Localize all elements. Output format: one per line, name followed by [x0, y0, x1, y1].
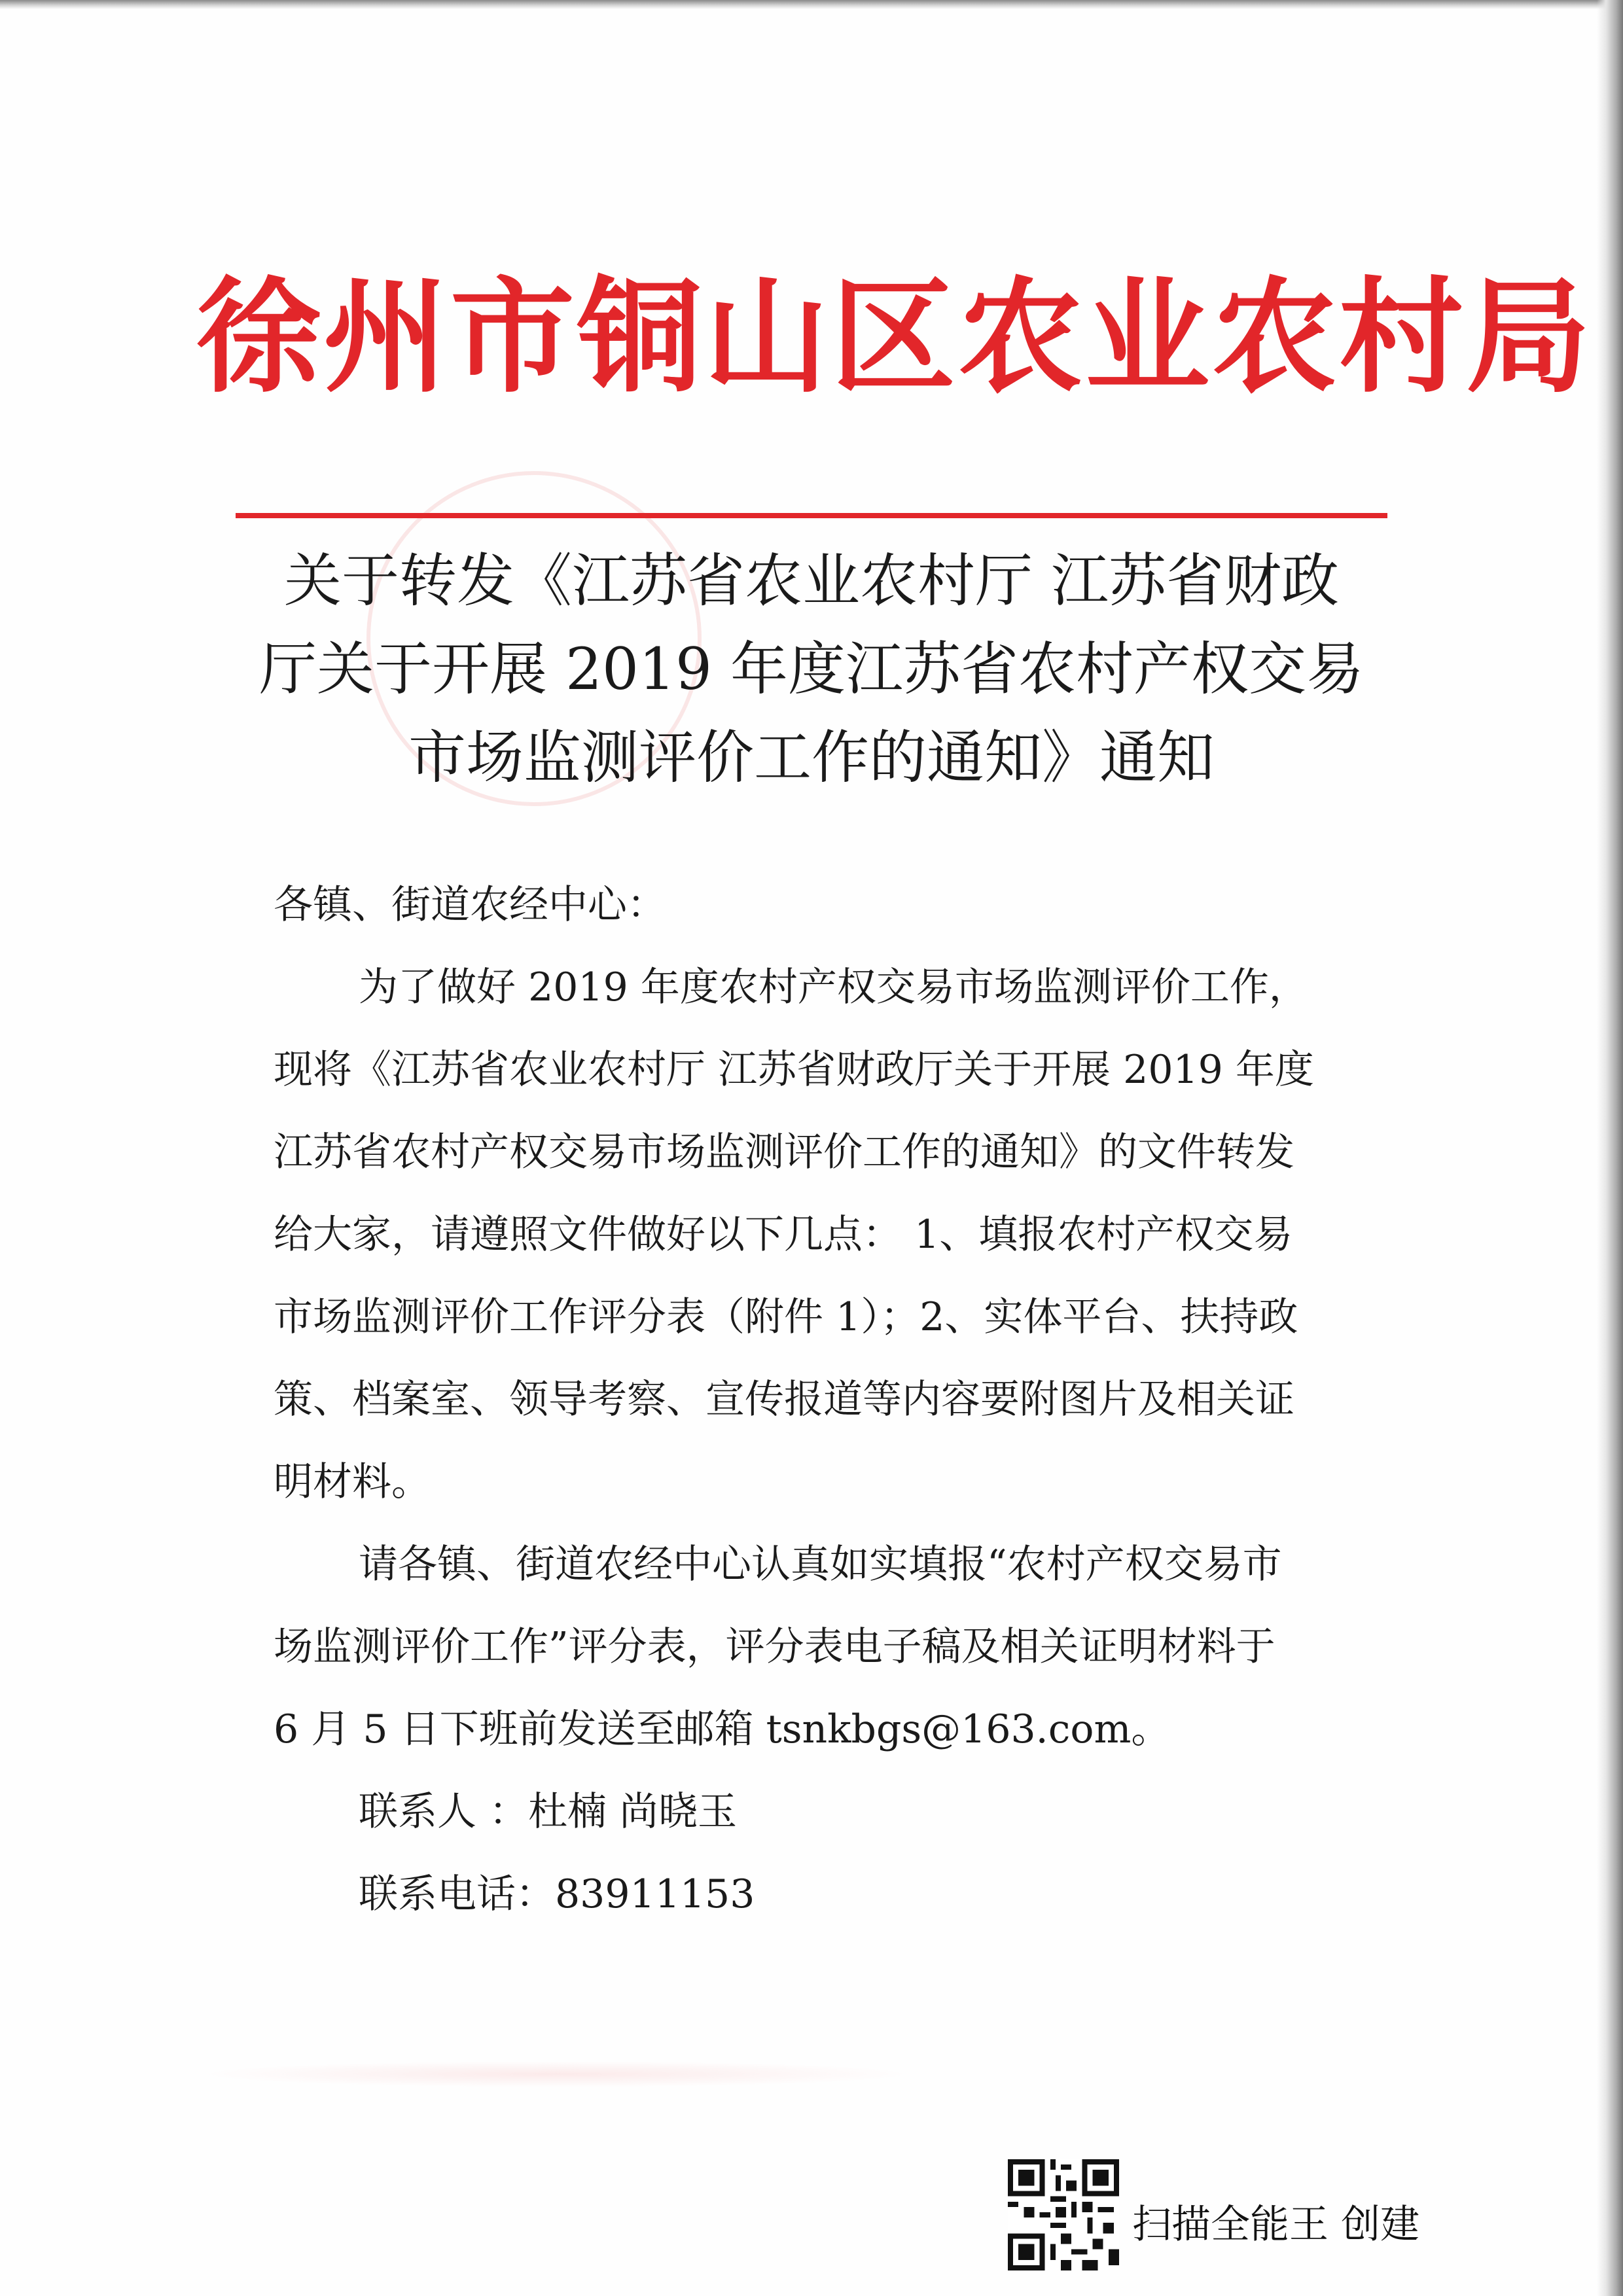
title-line: 厅关于开展 2019 年度江苏省农村产权交易 — [259, 635, 1364, 703]
letterhead-red-rule — [236, 513, 1387, 518]
body-line: 为了做好 2019 年度农村产权交易市场监测评价工作， — [359, 964, 1308, 1010]
document-title — [249, 537, 1374, 802]
salutation: 各镇、街道农经中心： — [274, 882, 666, 928]
contact-person: 联系人 ：杜楠 尚晓玉 — [359, 1789, 738, 1835]
body-line: 江苏省农村产权交易市场监测评价工作的通知》的文件转发 — [274, 1129, 1294, 1175]
body-line: 6 月 5 日下班前发送至邮箱 tsnkbgs@163.com。 — [274, 1706, 1171, 1752]
body-line: 现将《江苏省农业农村厅 江苏省财政厅关于开展 2019 年度 — [274, 1047, 1314, 1093]
contact-phone: 联系电话：83911153 — [359, 1871, 755, 1917]
qr-code-icon — [1008, 2159, 1119, 2270]
scanner-watermark-label: 扫描全能王 创建 — [1132, 2202, 1420, 2248]
title-line: 市场监测评价工作的通知》通知 — [408, 724, 1215, 791]
scan-edge-right — [1597, 0, 1623, 2296]
title-line: 关于转发《江苏省农业农村厅 江苏省财政 — [284, 547, 1339, 614]
body-line: 场监测评价工作”评分表，评分表电子稿及相关证明材料于 — [274, 1624, 1275, 1670]
scan-edge-top — [0, 0, 1623, 9]
body-line: 给大家，请遵照文件做好以下几点： 1、填报农村产权交易 — [274, 1212, 1293, 1258]
document-body — [274, 864, 1347, 1935]
body-line: 请各镇、街道农经中心认真如实填报“农村产权交易市 — [359, 1542, 1282, 1587]
body-line: 策、档案室、领导考察、宣传报道等内容要附图片及相关证 — [274, 1377, 1294, 1422]
body-line: 明材料。 — [274, 1459, 431, 1505]
scan-smudge — [196, 2061, 916, 2087]
body-line: 市场监测评价工作评分表（附件 1）；2、实体平台、扶持政 — [274, 1294, 1298, 1340]
letterhead-title: 徐州市铜山区农业农村局 — [196, 264, 1594, 410]
